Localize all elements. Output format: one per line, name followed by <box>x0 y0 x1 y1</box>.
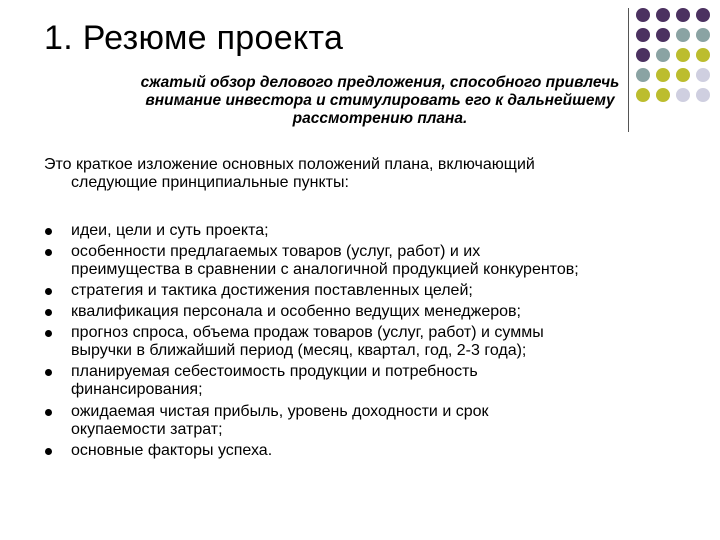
decorative-dot <box>676 8 690 22</box>
subtitle-line: рассмотрению плана. <box>292 110 468 127</box>
bullet-dot-icon <box>45 309 52 316</box>
bullet-dot-icon <box>45 330 52 337</box>
list-item <box>44 303 704 321</box>
bullet-dot-icon <box>45 288 52 295</box>
list-item-text: стратегия и тактика достижения поставленных целей; <box>71 282 473 300</box>
subtitle-line: сжатый обзор делового предложения, способного привлечь <box>140 74 620 91</box>
decorative-dot <box>696 48 710 62</box>
list-item-text: особенности предлагаемых товаров (услуг, работ) и их <box>71 243 481 261</box>
decorative-dot <box>656 28 670 42</box>
decorative-dot <box>656 48 670 62</box>
list-item-text: основные факторы успеха. <box>71 441 273 459</box>
list-item-text: окупаемости затрат; <box>71 420 223 438</box>
list-item-text: квалификация персонала и особенно ведущих менеджеров; <box>71 303 521 321</box>
slide-title: 1. Резюме проекта <box>44 19 344 57</box>
decorative-dot <box>676 28 690 42</box>
list-item <box>44 442 704 460</box>
list-item-text: преимущества в сравнении с аналогичной продукцией конкурентов; <box>71 261 579 279</box>
list-item <box>44 324 704 360</box>
bullet-dot-icon <box>45 369 52 376</box>
intro-line: следующие принципиальные пункты: <box>71 174 349 191</box>
list-item-text: идеи, цели и суть проекта; <box>71 222 269 239</box>
list-item-text: прогноз спроса, объема продаж товаров (услуг, работ) и суммы <box>71 324 544 342</box>
list-item-text: планируемая себестоимость продукции и потребность <box>71 363 478 381</box>
subtitle-line: внимание инвестора и стимулировать его к дальнейшему <box>145 92 615 109</box>
bullet-dot-icon <box>45 409 52 416</box>
list-item <box>44 403 704 439</box>
list-item-text: финансирования; <box>71 381 203 399</box>
decorative-dot <box>636 28 650 42</box>
intro-line: Это краткое изложение основных положений плана, включающий <box>44 156 535 173</box>
list-item <box>44 282 704 300</box>
decorative-dot <box>676 48 690 62</box>
list-item <box>44 222 704 240</box>
decorative-dot <box>636 8 650 22</box>
subtitle-definition <box>60 74 700 128</box>
intro-paragraph <box>44 156 684 192</box>
list-item-text: ожидаемая чистая прибыль, уровень доходности и срок <box>71 402 489 420</box>
list-item <box>44 363 704 399</box>
bullet-dot-icon <box>45 228 52 235</box>
list-item <box>44 243 704 279</box>
decorative-dot <box>696 28 710 42</box>
decorative-dot <box>696 8 710 22</box>
bullet-list <box>44 222 704 463</box>
bullet-dot-icon <box>45 448 52 455</box>
list-item-text: выручки в ближайший период (месяц, квартал, год, 2-3 года); <box>71 342 527 360</box>
bullet-dot-icon <box>45 249 52 256</box>
decorative-dot <box>656 8 670 22</box>
decorative-dot <box>636 48 650 62</box>
